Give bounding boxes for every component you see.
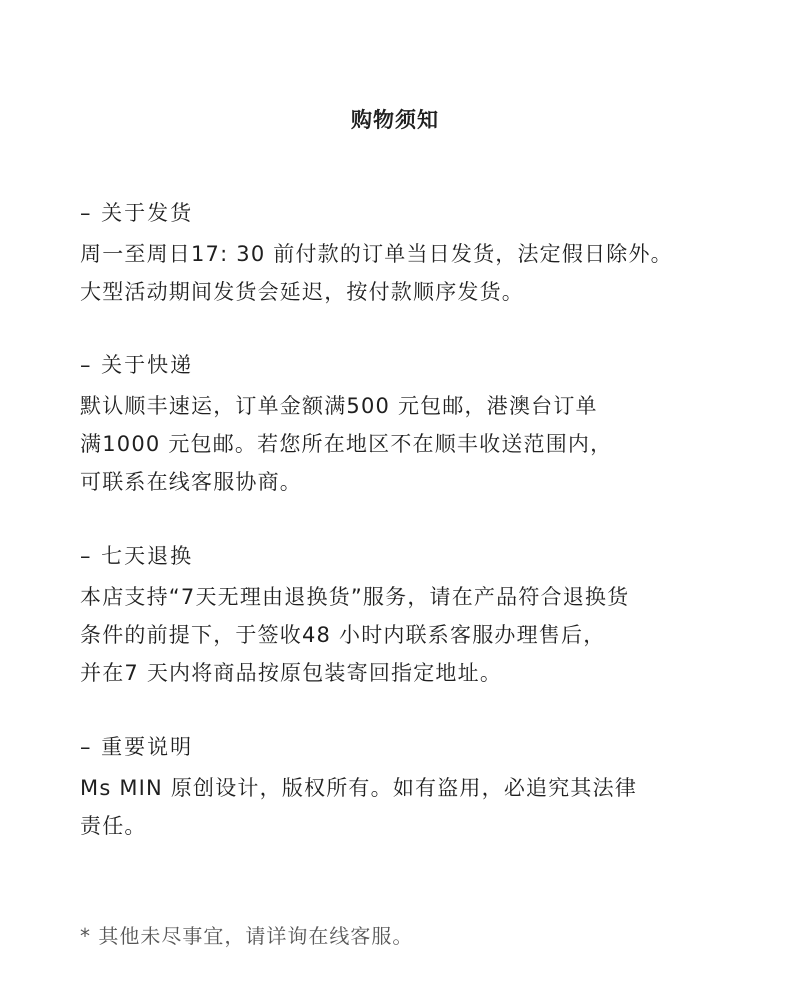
section-heading-express: – 关于快递: [80, 353, 194, 377]
section-heading-notice: – 重要说明: [80, 735, 194, 759]
section-heading-return: – 七天退换: [80, 544, 194, 568]
footnote: * 其他未尽事宜，请详询在线客服。: [80, 924, 414, 948]
section-body-express: 默认顺丰速运，订单金额满500 元包邮，港澳台订单 满1000 元包邮。若您所在地区不在顺丰收送范围内， 可联系在线客服协商。: [80, 394, 613, 494]
section-heading-shipping: – 关于发货: [80, 201, 194, 225]
section-shipping: [80, 199, 720, 311]
section-body-return: 本店支持“7天无理由退换货”服务，请在产品符合退换货 条件的前提下，于签收48 小时内联系客服办理售后， 并在7 天内将商品按原包装寄回指定地址。: [80, 585, 630, 685]
page-title: 购物须知: [351, 108, 439, 132]
section-notice: [80, 733, 720, 845]
section-express: [80, 351, 720, 501]
section-body-shipping: 周一至周日17: 30 前付款的订单当日发货，法定假日除外。 大型活动期间发货会延迟，按付款顺序发货。: [80, 242, 673, 304]
section-body-notice: Ms MIN 原创设计，版权所有。如有盗用，必追究其法律 责任。: [80, 776, 638, 838]
section-return: [80, 542, 720, 692]
